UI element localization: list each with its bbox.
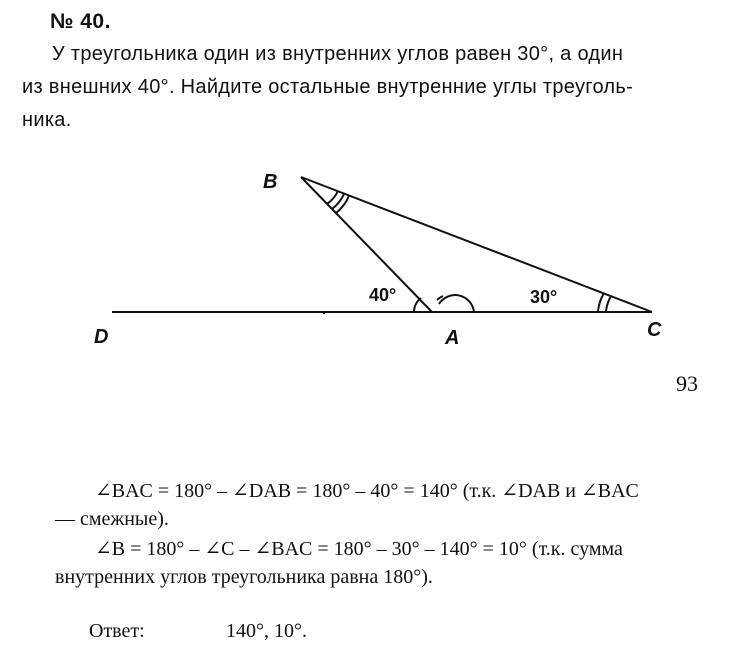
vertex-label-b: B (263, 171, 278, 193)
page-number: 93 (676, 371, 698, 396)
vertex-label-c: C (647, 319, 662, 341)
angle-label-30: 30° (530, 287, 558, 307)
solution-line: — смежные). (55, 508, 169, 530)
statement-line: из внешних 40°. Найдите остальные внутренние углы треуголь- (22, 76, 634, 98)
side-ab (301, 177, 432, 312)
angle-arc-dab (414, 298, 421, 312)
statement-line: У треугольника один из внутренних углов равен 30°, а один (52, 43, 624, 65)
angle-arc-c-inner (606, 296, 611, 311)
problem-number: № 40. (50, 10, 111, 33)
answer-label: Ответ: (89, 620, 145, 642)
angle-label-40: 40° (369, 285, 397, 305)
solution-line: внутренних углов треугольника равна 180°). (55, 566, 433, 588)
vertex-label-d: D (94, 326, 109, 348)
side-bc (301, 177, 652, 312)
angle-arc-c-outer (598, 293, 604, 311)
statement-line: ника. (22, 109, 72, 131)
vertex-label-a: A (445, 327, 460, 349)
answer-value: 140°, 10°. (226, 620, 307, 642)
angle-arc-b-1 (327, 191, 338, 204)
solution-line: ∠B = 180° – ∠C – ∠BAC = 180° – 30° – 140° = 10° (т.к. сумма (95, 538, 623, 560)
solution-line: ∠BAC = 180° – ∠DAB = 180° – 40° = 140° (т.к. ∠DAB и ∠BAC (95, 480, 639, 502)
stray-dot (323, 312, 325, 314)
angle-arc-bac (439, 295, 474, 312)
